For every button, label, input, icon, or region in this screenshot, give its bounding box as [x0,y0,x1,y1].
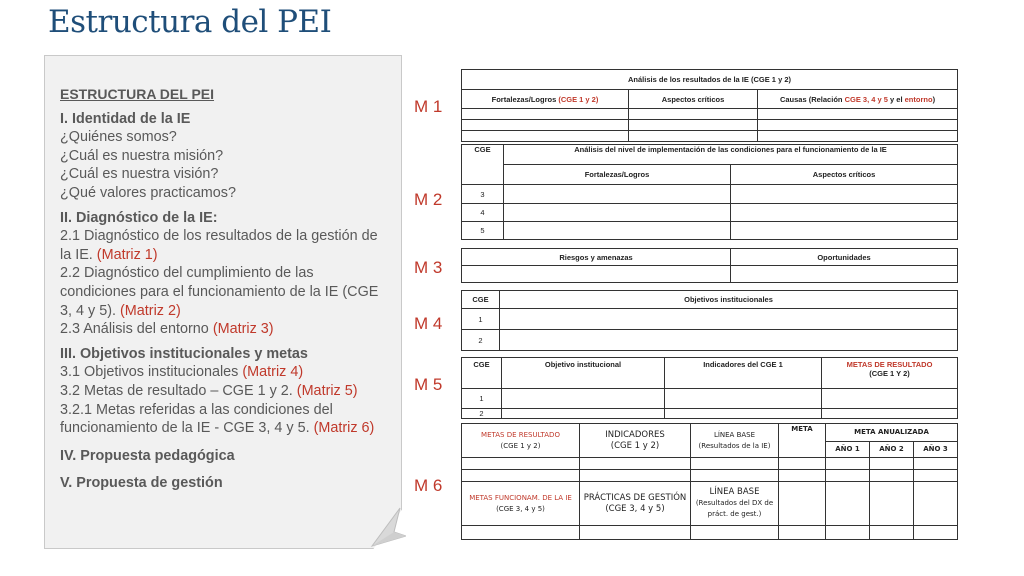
m6-linea-base-sub: (Resultados de la IE) [698,441,771,450]
m3-col-oportunidades: Oportunidades [731,249,958,266]
m4-col-objetivos: Objetivos institucionales [500,291,958,309]
matrix-label-m6: M 6 [414,476,443,495]
m6-metas-funcionam-title: METAS FUNCIONAM. DE LA IE [469,493,572,502]
m2-cell[interactable] [504,185,731,204]
m2-cell[interactable] [731,204,958,222]
section-2-1-text: 2.1 Diagnóstico de los resultados de la gestión de la IE. [60,228,378,263]
m6-cell[interactable] [914,470,958,482]
m3-cell[interactable] [731,266,958,283]
section-3-title: III. Objetivos institucionales y metas [60,345,308,362]
section-2-title: II. Diagnóstico de la IE: [60,209,218,226]
m1-col-fortalezas-text: Fortalezas/Logros [491,94,557,104]
section-3-1 [60,363,390,382]
matrix-4-ref: (Matriz 4) [242,364,304,381]
m6-linea-base-2-title: LÍNEA BASE [709,487,760,497]
m3-col-riesgos: Riesgos y amenazas [462,249,731,266]
m1-col-fortalezas-ref: (CGE 1 y 2) [558,94,599,104]
m1-cell[interactable] [462,120,629,131]
m1-causas-a: Causas (Relación [779,94,843,104]
m2-title: Análisis del nivel de implementación de las condiciones para el funcionamiento de la IE [504,145,958,165]
m4-cell[interactable] [500,330,958,351]
m6-cell[interactable] [914,526,958,540]
m4-cell[interactable] [500,309,958,330]
m6-cell[interactable] [870,458,914,470]
matrix-4-table [461,290,958,351]
matrix-label-m1: M 1 [414,97,443,116]
m6-cell[interactable] [580,470,691,482]
m5-col-objetivo: Objetivo institucional [502,358,665,389]
m5-row-cge: 1 [462,389,502,409]
section-3-2-1-text: 3.2.1 Metas referidas a las condiciones del funcionamiento de la IE - CGE 3, 4 y 5. [60,401,333,437]
section-2-2 [60,264,390,320]
m1-causas-c: y el [890,94,903,104]
m2-sub-aspectos: Aspectos críticos [731,165,958,185]
matrix-label-m3: M 3 [414,258,443,277]
m6-col-metas-funcionam [462,482,580,526]
section-1-item: ¿Qué valores practicamos? [60,184,236,201]
section-1-item: ¿Quiénes somos? [60,129,177,146]
m6-cell[interactable] [826,526,870,540]
page-curl [366,502,406,550]
m2-row-cge: 3 [462,185,504,204]
m6-practicas-sub: (CGE 3, 4 y 5) [605,503,665,514]
section-2-3-text: 2.3 Análisis del entorno [60,321,209,338]
m5-col-indicadores: Indicadores del CGE 1 [665,358,822,389]
m6-col-indicadores [580,424,691,458]
section-1-title: I. Identidad de la IE [60,110,191,127]
matrix-3-ref: (Matriz 3) [212,321,274,338]
m1-cell[interactable] [758,120,958,131]
m6-cell[interactable] [914,482,958,526]
m6-cell[interactable] [870,470,914,482]
m5-metas-sub: (CGE 1 Y 2) [869,369,910,378]
m5-row-cge: 2 [462,409,502,419]
m1-cell[interactable] [758,109,958,120]
m2-cell[interactable] [504,222,731,240]
m6-cell[interactable] [826,470,870,482]
section-3-1-text: 3.1 Objetivos institucionales [60,364,239,381]
m6-cell[interactable] [870,482,914,526]
m6-col-practicas [580,482,691,526]
m1-causas-e: ) [932,94,936,104]
m1-causas-b: CGE 3, 4 y 5 [844,94,888,104]
section-3-2-1 [60,401,390,438]
m6-col-linea-base-2 [691,482,779,526]
section-3-2-text: 3.2 Metas de resultado – CGE 1 y 2. [60,382,293,399]
m6-cell[interactable] [580,458,691,470]
section-4-title: IV. Propuesta pedagógica [60,447,235,464]
m2-cell[interactable] [731,222,958,240]
m5-metas-title: METAS DE RESULTADO [846,360,933,369]
section-1-item: ¿Cuál es nuestra visión? [60,166,219,183]
m6-cell[interactable] [914,458,958,470]
m6-metas-resultado-title: METAS DE RESULTADO [481,430,560,439]
m6-cell[interactable] [462,470,580,482]
m6-indicadores-sub: (CGE 1 y 2) [610,440,660,451]
matrix-6-ref: (Matriz 6) [313,420,375,437]
m6-cell[interactable] [826,458,870,470]
m6-year-3: AÑO 3 [914,442,958,458]
m6-cell[interactable] [462,526,580,540]
m1-cell[interactable] [758,131,958,142]
m5-cell[interactable] [822,409,958,419]
matrix-5-table [461,357,958,419]
m6-cell[interactable] [779,482,826,526]
m5-col-metas [822,358,958,389]
matrix-2-table [461,144,958,240]
m2-col-cge: CGE [462,145,504,185]
m6-metas-resultado-sub: (CGE 1 y 2) [500,441,541,450]
m1-cell[interactable] [629,109,758,120]
matrix-label-m2: M 2 [414,190,443,209]
m1-col-causas [758,90,958,109]
m1-cell[interactable] [462,131,629,142]
m6-practicas-title: PRÁCTICAS DE GESTIÓN [583,492,687,503]
section-5-title: V. Propuesta de gestión [60,475,223,492]
m1-cell[interactable] [629,120,758,131]
m6-indicadores-title: INDICADORES [605,429,665,440]
pei-structure-note [44,55,400,547]
section-2-2-text: 2.2 Diagnóstico del cumplimiento de las condiciones para el funcionamiento de la IE (CGE 3, 4 y 5). [60,265,379,319]
matrix-1-ref: (Matriz 1) [96,246,158,263]
m6-cell[interactable] [779,470,826,482]
m2-cell[interactable] [504,204,731,222]
m2-row-cge: 5 [462,222,504,240]
matrix-2-ref: (Matriz 2) [120,302,181,319]
m2-row-cge: 4 [462,204,504,222]
section-2-3 [60,320,390,339]
m5-cell[interactable] [502,409,665,419]
m6-year-1: AÑO 1 [826,442,870,458]
matrix-3-table [461,248,958,283]
page-title: Estructura del PEI [48,4,332,40]
section-1-item: ¿Cuál es nuestra misión? [60,147,224,164]
m5-col-cge: CGE [462,358,502,389]
m6-col-metas-resultado [462,424,580,458]
matrix-1-table [461,69,958,142]
m6-cell[interactable] [691,526,779,540]
m4-row-cge: 2 [462,330,500,351]
m6-cell[interactable] [462,458,580,470]
m1-causas-d: entorno [904,94,933,104]
m4-row-cge: 1 [462,309,500,330]
m6-cell[interactable] [691,458,779,470]
m1-col-fortalezas [462,90,629,109]
m5-cell[interactable] [665,389,822,409]
section-2-1 [60,227,390,264]
m6-cell[interactable] [779,526,826,540]
m6-col-meta: META [779,424,826,458]
m6-year-2: AÑO 2 [870,442,914,458]
m6-cell[interactable] [691,470,779,482]
matrix-6-table [461,423,958,540]
m3-cell[interactable] [462,266,731,283]
m6-linea-base-2-sub: (Resultados del DX de práct. de gest.) [695,499,774,518]
m2-cell[interactable] [731,185,958,204]
section-3-2 [60,382,390,401]
m4-col-cge: CGE [462,291,500,309]
structure-heading: ESTRUCTURA DEL PEI [60,86,215,102]
m1-cell[interactable] [629,131,758,142]
m6-metas-funcionam-sub: (CGE 3, 4 y 5) [496,504,545,513]
m1-title: Análisis de los resultados de la IE (CGE 1 y 2) [462,70,958,90]
m6-cell[interactable] [580,526,691,540]
m5-cell[interactable] [822,389,958,409]
m5-cell[interactable] [665,409,822,419]
m6-cell[interactable] [779,458,826,470]
m1-cell[interactable] [462,109,629,120]
m6-col-linea-base [691,424,779,458]
m6-col-meta-anualizada: META ANUALIZADA [826,424,958,442]
matrix-label-m5: M 5 [414,375,443,394]
matrix-5-ref: (Matriz 5) [296,382,358,399]
m5-cell[interactable] [502,389,665,409]
m1-col-aspectos: Aspectos críticos [629,90,758,109]
m6-cell[interactable] [826,482,870,526]
m2-sub-fortalezas: Fortalezas/Logros [504,165,731,185]
structure-text [60,85,390,493]
m6-cell[interactable] [870,526,914,540]
matrix-label-m4: M 4 [414,314,443,333]
m6-linea-base-title: LÍNEA BASE [713,430,756,439]
